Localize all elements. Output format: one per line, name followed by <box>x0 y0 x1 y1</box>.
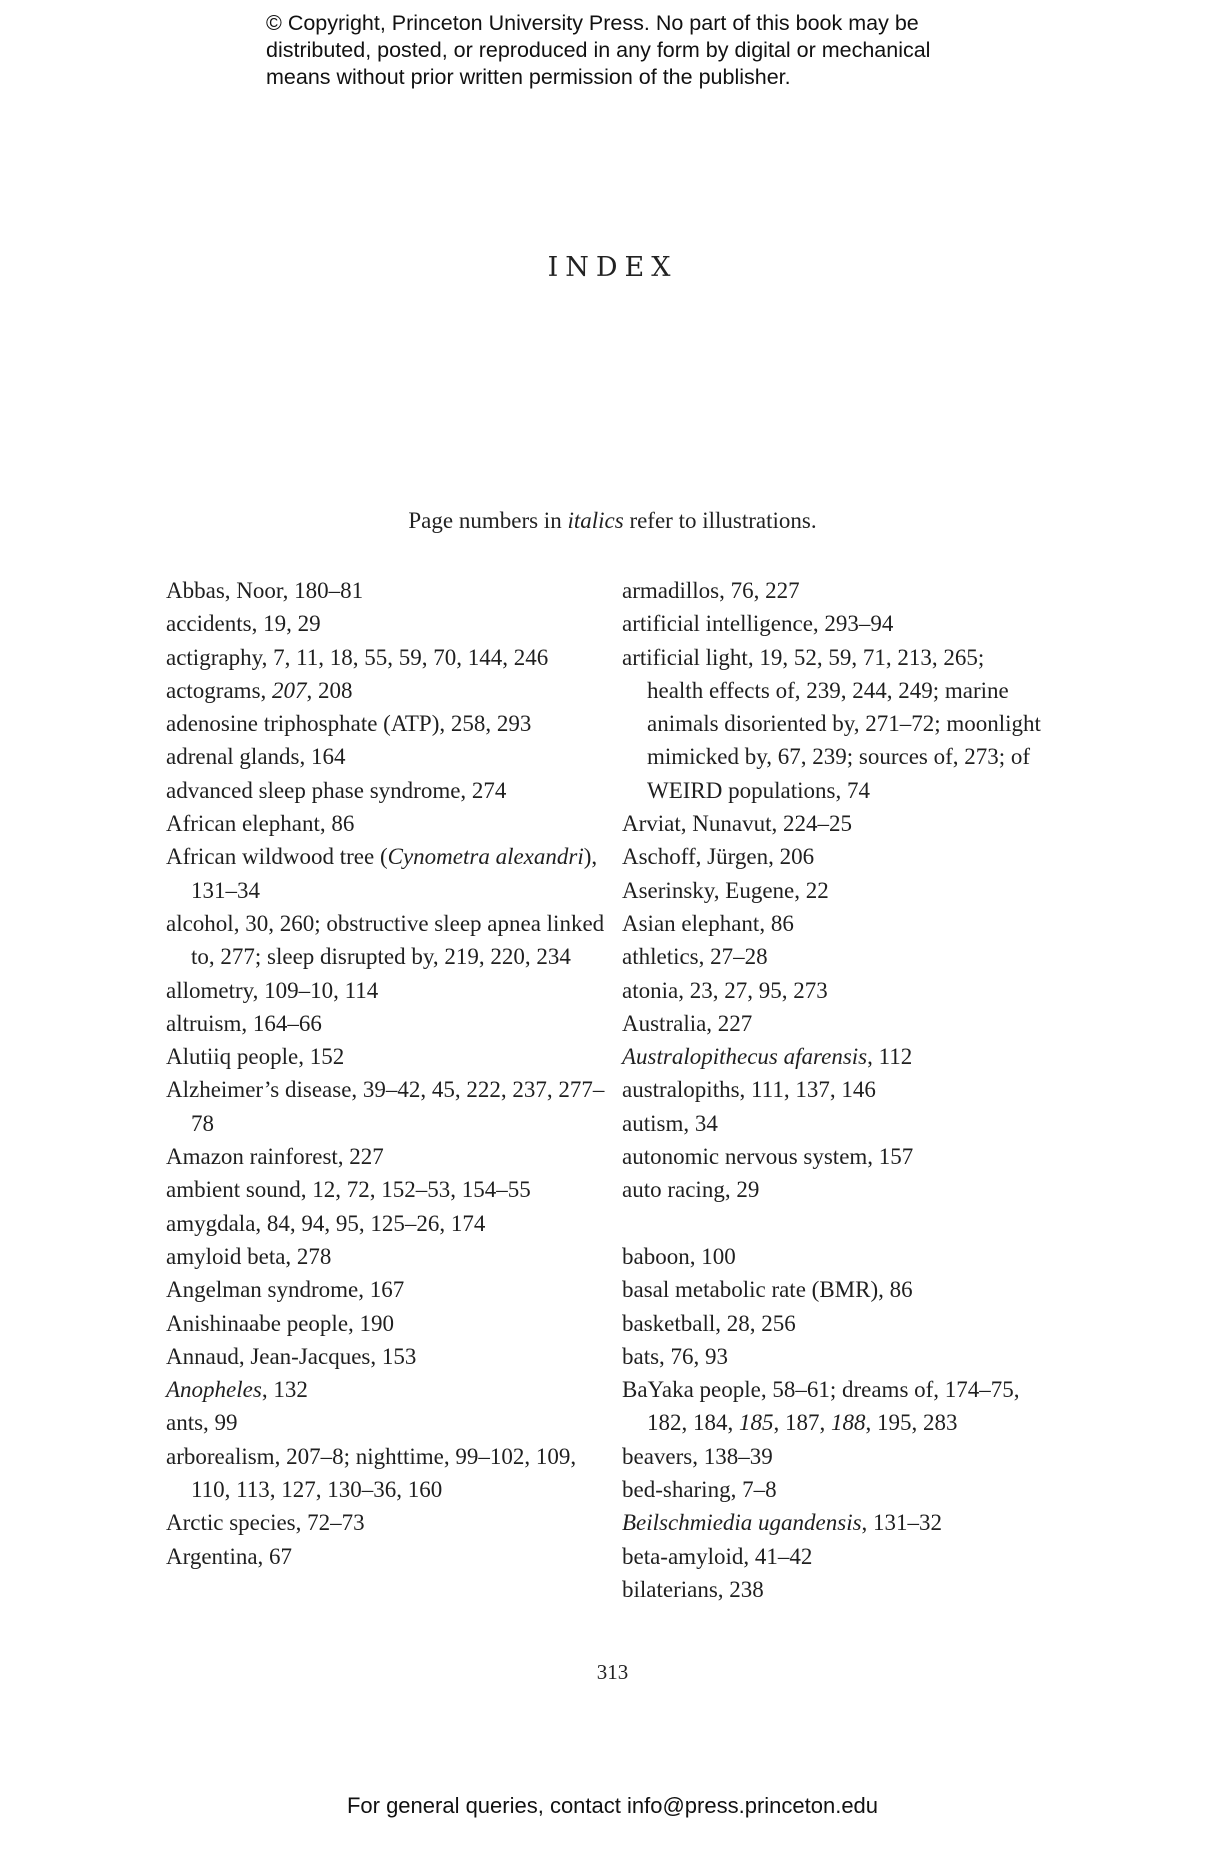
index-entry: Aschoff, Jürgen, 206 <box>622 844 815 870</box>
index-entry: Alzheimer’s disease, 39–42, 45, 222, 237, 277–78 <box>166 1077 605 1136</box>
index-entry: beta-amyloid, 41–42 <box>622 1543 813 1569</box>
italics-note <box>0 508 1225 534</box>
index-group-a <box>622 574 1042 1207</box>
index-entry: Anishinaabe people, 190 <box>166 1310 395 1336</box>
index-entry: autism, 34 <box>622 1110 718 1136</box>
index-entry: actograms, 207, 208 <box>166 677 353 703</box>
index-entry: australopiths, 111, 137, 146 <box>622 1077 876 1103</box>
index-entry: athletics, 27–28 <box>622 944 768 970</box>
index-entry: Abbas, Noor, 180–81 <box>166 578 364 603</box>
index-entry: Aserinsky, Eugene, 22 <box>622 877 829 903</box>
index-entry: armadillos, 76, 227 <box>622 578 800 603</box>
index-entry: African wildwood tree (Cynometra alexandri), 131–34 <box>166 844 598 903</box>
index-entry: allometry, 109–10, 114 <box>166 977 379 1003</box>
copyright-line: means without prior written permission of the publisher. <box>266 65 791 89</box>
index-entry: Beilschmiedia ugandensis, 131–32 <box>622 1510 943 1536</box>
index-entry: ambient sound, 12, 72, 152–53, 154–55 <box>166 1177 531 1203</box>
index-entry: African elephant, 86 <box>166 811 355 837</box>
index-entry: altruism, 164–66 <box>166 1010 322 1036</box>
index-entry: Arctic species, 72–73 <box>166 1510 365 1536</box>
index-entry: adenosine triphosphate (ATP), 258, 293 <box>166 711 532 737</box>
index-entry: bed-sharing, 7–8 <box>622 1477 777 1503</box>
page-title: INDEX <box>547 252 678 283</box>
index-entry: Asian elephant, 86 <box>622 910 794 936</box>
index-entry: ants, 99 <box>166 1410 238 1436</box>
index-entry: Angelman syndrome, 167 <box>166 1277 405 1303</box>
index-entry: Australia, 227 <box>622 1010 753 1036</box>
index-entry: bilaterians, 238 <box>622 1576 764 1602</box>
index-entry: artificial light, 19, 52, 59, 71, 213, 265; health effects of, 239, 244, 249; marine animals disoriented by, 271–72; moonlight mimicked by, 67, 239; sources of, 273; of WEIRD populations, 74 <box>622 644 1041 803</box>
index-entry: advanced sleep phase syndrome, 274 <box>166 777 507 803</box>
index-entry: arborealism, 207–8; nighttime, 99–102, 109, 110, 113, 127, 130–36, 160 <box>166 1443 577 1503</box>
index-entry: Alutiiq people, 152 <box>166 1044 345 1070</box>
index-group-b <box>622 1240 1042 1606</box>
index-entry: actigraphy, 7, 11, 18, 55, 59, 70, 144, 246 <box>166 644 549 670</box>
copyright-notice <box>266 10 1026 91</box>
index-entry: Amazon rainforest, 227 <box>166 1144 384 1170</box>
index-entry: Australopithecus afarensis, 112 <box>622 1044 913 1070</box>
page-number: 313 <box>596 1660 629 1684</box>
index-entry: autonomic nervous system, 157 <box>622 1144 914 1170</box>
note-text: refer to illustrations. <box>623 508 817 533</box>
footer-contact: For general queries, contact info@press.princeton.edu <box>346 1793 879 1818</box>
index-entry: BaYaka people, 58–61; dreams of, 174–75, 182, 184, 185, 187, 188, 195, 283 <box>622 1377 1020 1436</box>
index-entry: Argentina, 67 <box>166 1543 293 1569</box>
index-entry: alcohol, 30, 260; obstructive sleep apnea linked to, 277; sleep disrupted by, 219, 220, 234 <box>166 910 605 970</box>
index-entry: baboon, 100 <box>622 1243 736 1269</box>
index-entry: adrenal glands, 164 <box>166 744 346 770</box>
index-entry: auto racing, 29 <box>622 1177 760 1203</box>
index-entry: bats, 76, 93 <box>622 1343 729 1369</box>
index-column-left <box>166 574 606 1573</box>
index-entry: beavers, 138–39 <box>622 1443 773 1469</box>
copyright-line: distributed, posted, or reproduced in any form by digital or mechanical <box>266 38 931 62</box>
index-column-right <box>622 574 1042 1606</box>
index-entry: amyloid beta, 278 <box>166 1243 332 1269</box>
index-entry: basal metabolic rate (BMR), 86 <box>622 1277 913 1303</box>
index-entry: Anopheles, 132 <box>166 1377 308 1403</box>
note-italic: italics <box>567 508 624 533</box>
letter-gap <box>622 1207 1042 1240</box>
index-entry: artificial intelligence, 293–94 <box>622 611 894 637</box>
index-entry: Arviat, Nunavut, 224–25 <box>622 811 852 837</box>
note-text: Page numbers in <box>408 508 568 533</box>
index-entry: amygdala, 84, 94, 95, 125–26, 174 <box>166 1210 486 1236</box>
index-entry: basketball, 28, 256 <box>622 1310 796 1336</box>
copyright-line: © Copyright, Princeton University Press. No part of this book may be <box>266 11 919 35</box>
index-entry: Annaud, Jean-Jacques, 153 <box>166 1343 417 1369</box>
index-entry: accidents, 19, 29 <box>166 611 321 637</box>
index-entry: atonia, 23, 27, 95, 273 <box>622 977 828 1003</box>
